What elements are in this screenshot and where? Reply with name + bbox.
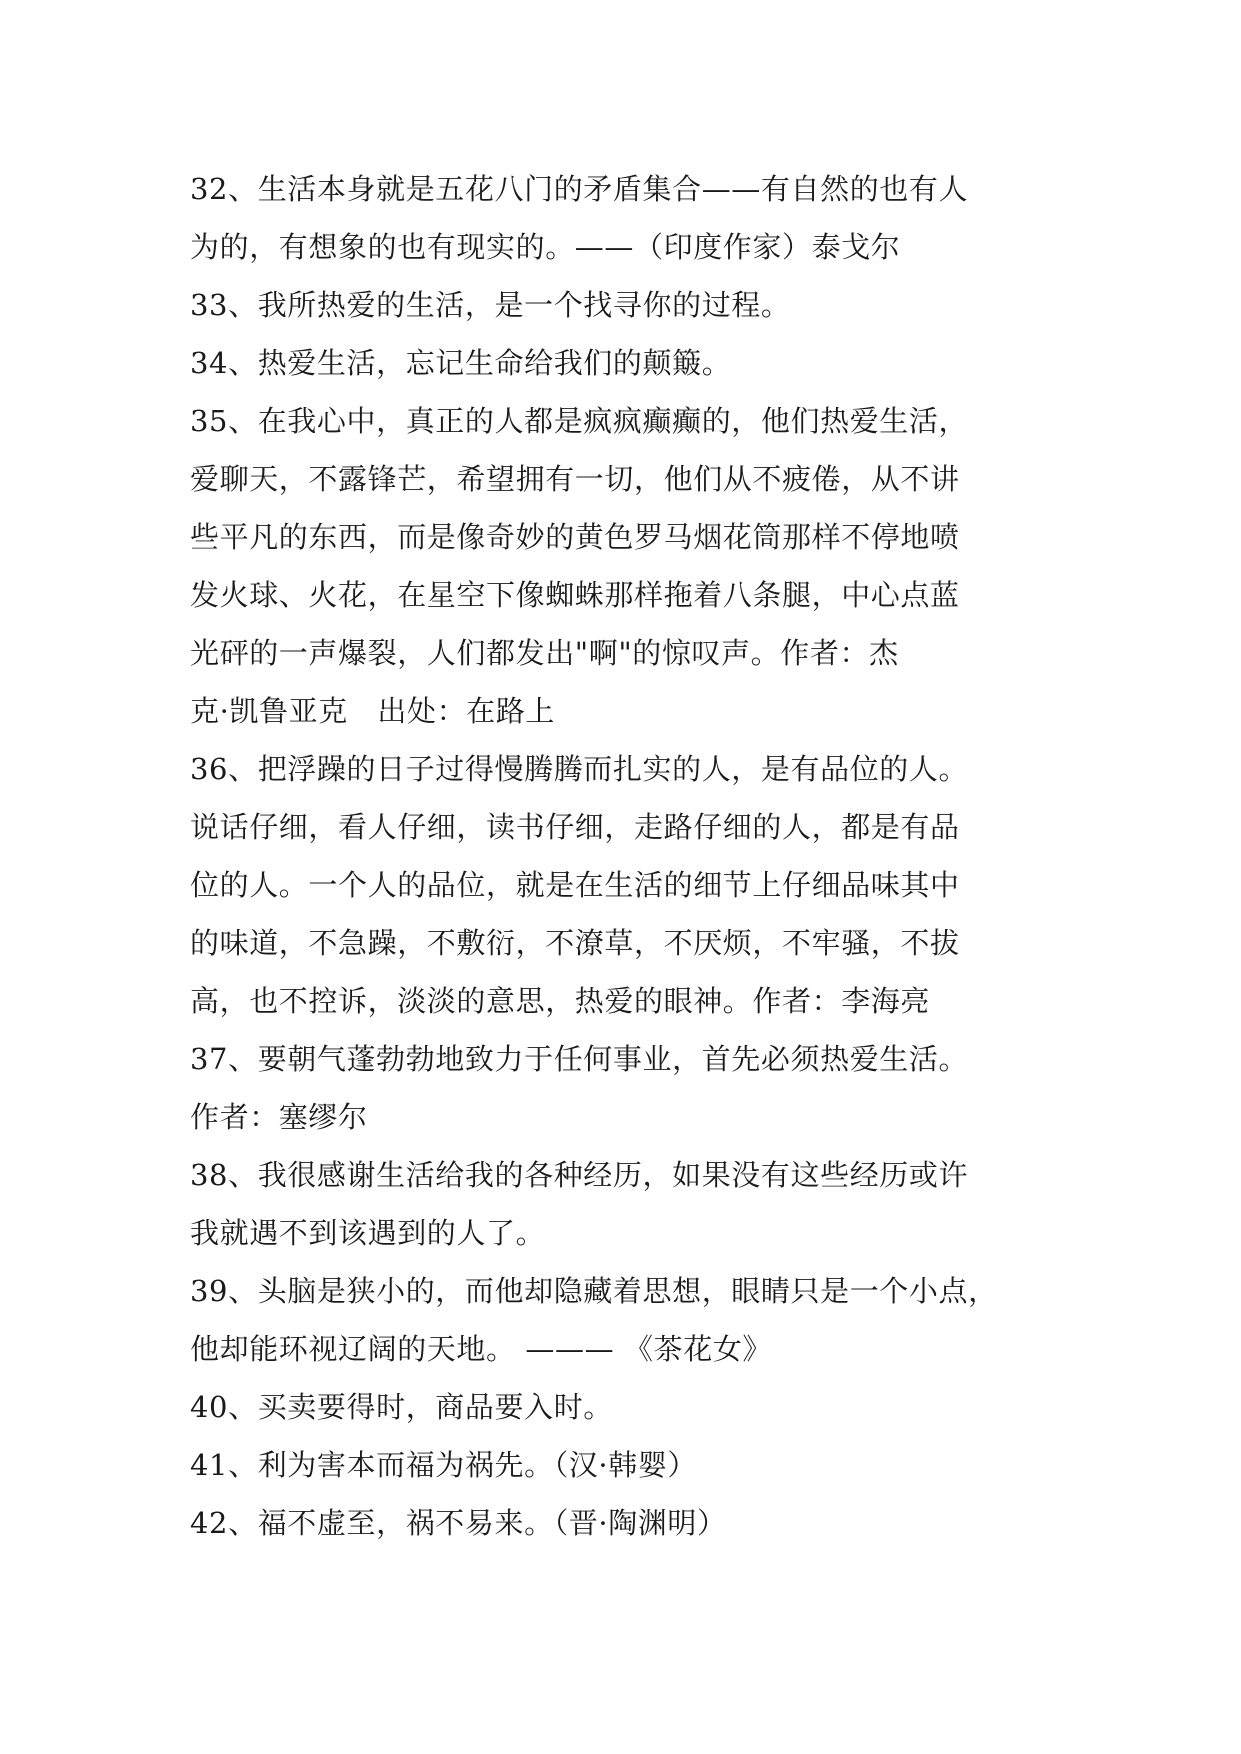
text-line-23: 41、利为害本而福为祸先。（汉·韩婴） [190,1448,698,1482]
text-line-15: 高，也不控诉，淡淡的意思，热爱的眼神。作者：李海亮 [190,984,931,1018]
text-line-8: 发火球、火花，在星空下像蜘蛛那样拖着八条腿，中心点蓝 [190,578,960,612]
text-line-24: 42、福不虚至，祸不易来。（晋·陶渊明） [190,1506,727,1540]
document-body [190,160,1070,1552]
text-line-11: 36、把浮躁的日子过得慢腾腾而扎实的人，是有品位的人。 [190,752,969,786]
text-line-21: 他却能环视辽阔的天地。 ——— 《茶花女》 [190,1332,773,1366]
text-line-18: 38、我很感谢生活给我的各种经历，如果没有这些经历或许 [190,1158,969,1192]
text-line-13: 位的人。一个人的品位，就是在生活的细节上仔细品味其中 [190,868,960,902]
text-line-5: 35、在我心中，真正的人都是疯疯癫癫的，他们热爱生活， [190,404,969,438]
text-line-14: 的味道，不急躁，不敷衍，不潦草，不厌烦，不牢骚，不拔 [190,926,960,960]
text-line-2: 为的，有想象的也有现实的。——（印度作家）泰戈尔 [190,230,901,264]
text-line-16: 37、要朝气蓬勃勃地致力于任何事业，首先必须热爱生活。 [190,1042,969,1076]
text-line-20: 39、头脑是狭小的，而他却隐藏着思想，眼睛只是一个小点， [190,1274,998,1308]
text-line-4: 34、热爱生活，忘记生命给我们的颠簸。 [190,346,732,380]
text-line-19: 我就遇不到该遇到的人了。 [190,1216,546,1250]
text-line-3: 33、我所热爱的生活，是一个找寻你的过程。 [190,288,791,322]
text-line-17: 作者：塞缪尔 [190,1100,368,1134]
text-line-7: 些平凡的东西，而是像奇妙的黄色罗马烟花筒那样不停地喷 [190,520,960,554]
text-line-9: 光砰的一声爆裂，人们都发出"啊"的惊叹声。作者：杰 [190,636,899,670]
text-line-22: 40、买卖要得时，商品要入时。 [190,1390,613,1424]
text-line-6: 爱聊天，不露锋芒，希望拥有一切，他们从不疲倦，从不讲 [190,462,960,496]
text-line-12: 说话仔细，看人仔细，读书仔细，走路仔细的人，都是有品 [190,810,960,844]
text-line-10: 克·凯鲁亚克 出处：在路上 [190,694,556,728]
text-line-1: 32、生活本身就是五花八门的矛盾集合——有自然的也有人 [190,172,969,206]
